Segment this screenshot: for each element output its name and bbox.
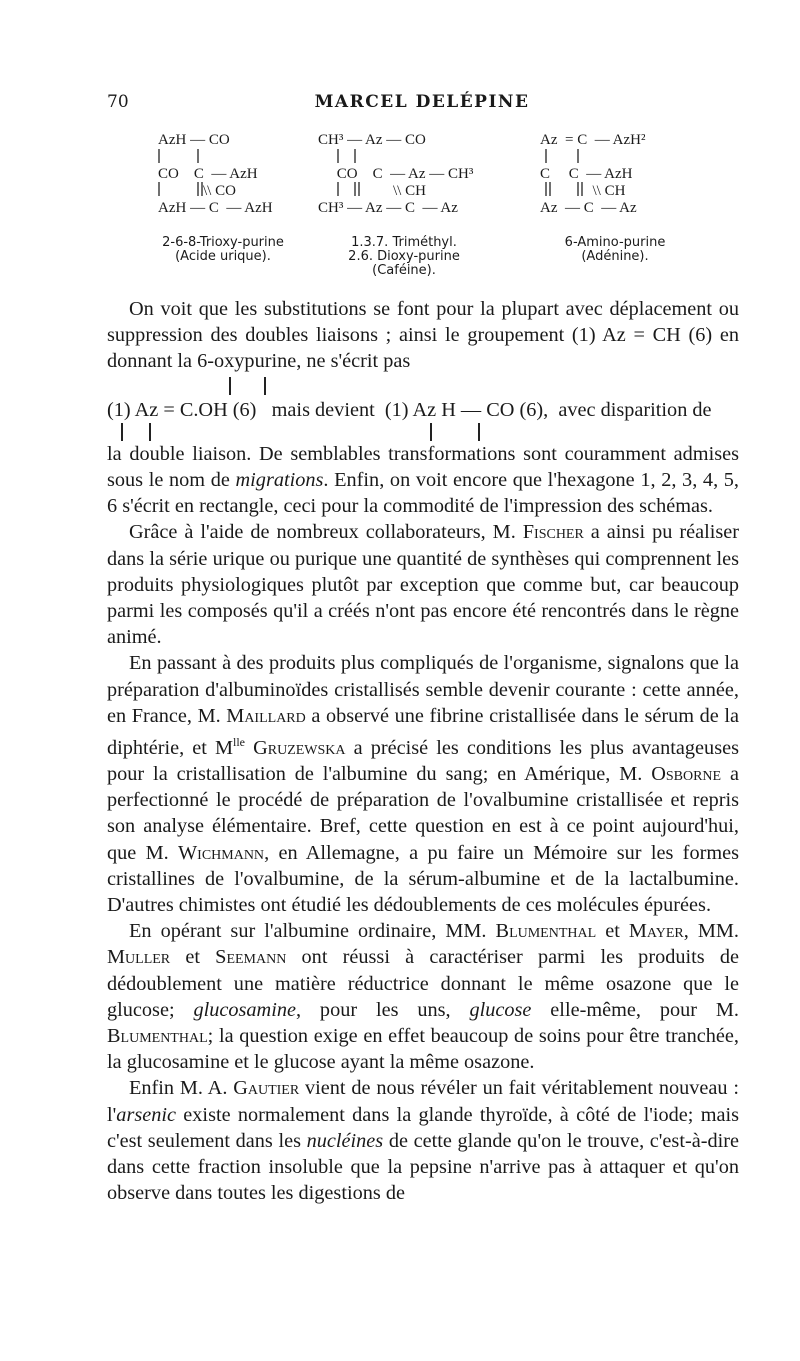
emphasis: arsenic xyxy=(116,1103,177,1126)
formula-row: CH³ — Az — C — Az xyxy=(318,200,458,216)
paragraph xyxy=(107,441,739,520)
text-run: Grâce à l'aide de nombreux collaborateurs, M. xyxy=(129,521,523,544)
text-run: elle-même, pour M. xyxy=(531,998,739,1021)
author-name: Mayer xyxy=(628,920,684,943)
text-run: En passant à des produits plus compliqués de l'organisme, signalons que la préparation d'albuminoïdes cristallisés semble devenir courante : cette année, en France, M. xyxy=(107,652,739,727)
formula-row: CO C — AzH xyxy=(158,166,258,182)
formula-row: CO C — Az — CH³ xyxy=(318,166,474,182)
paragraph xyxy=(107,519,739,650)
formula-row: AzH — CO xyxy=(158,132,230,148)
author-name: Seemann xyxy=(215,946,287,969)
paragraph xyxy=(107,296,739,375)
page-number: 70 xyxy=(107,92,129,112)
text-run: a ainsi pu réaliser dans la série urique ou purique une quantité de synthèses qui comprennent les produits physiologiques plutôt par exception que comme but, car beaucoup parmi les composés qu'il a créés n'ont pas encore été rencontrés dans le règne animé. xyxy=(107,521,739,649)
text-run: la double liaison. De semblables transformations sont couramment admises sous le nom de xyxy=(107,442,739,492)
formula-row: \\ CO xyxy=(158,183,236,199)
formula-block xyxy=(100,132,750,292)
formula-caption xyxy=(540,236,690,264)
formula-caption xyxy=(314,236,494,278)
text-run: mais devient xyxy=(271,398,375,421)
author-name: Fischer xyxy=(522,521,584,544)
emphasis: glucose xyxy=(469,998,532,1021)
text-run: , pour les uns, xyxy=(295,998,470,1021)
text-run: , en Allemagne, a pu faire un Mémoire sur les formes cristallines de l'ovalbumine, de la sérum-albumine et de la lactalbumine. D'autres chimistes ont étudié les dédoublements de ces molécules épurées. xyxy=(107,841,740,917)
text-run: Enfin M. A. xyxy=(129,1077,234,1100)
text-run: a précisé les conditions les plus avantageuses pour la cristallisation de l'albumine du sang; en Amérique, M. xyxy=(107,736,739,786)
running-header xyxy=(107,92,737,118)
body-text xyxy=(107,296,739,1206)
text-run: et xyxy=(596,920,629,943)
caption-line: (Adénine). xyxy=(581,249,649,264)
bond-marks xyxy=(107,375,739,397)
emphasis: nucléines xyxy=(306,1129,384,1152)
formula-row: AzH — C — AzH xyxy=(158,200,273,216)
formula-line xyxy=(107,397,739,423)
caption-line: (Caféine). xyxy=(372,263,436,278)
formula-row: CH³ — Az — CO xyxy=(318,132,426,148)
text-run: vient de nous révéler un fait véritablement nouveau : l' xyxy=(107,1077,739,1126)
text-run: On voit que les substitutions se font pour la plupart avec déplacement ou suppression des doubles liaisons ; ainsi le groupement (1) Az = CH (6) en donnant la 6-oxypurine, ne s'écrit pas xyxy=(107,298,739,373)
author-name: Blumenthal xyxy=(495,920,597,943)
caption-line: 2-6-8-Trioxy-purine xyxy=(162,235,284,250)
formula-caption xyxy=(138,236,308,264)
caption-line: (Acide urique). xyxy=(175,249,271,264)
emphasis: glucosamine xyxy=(193,998,296,1021)
author-name: Osborne xyxy=(651,763,722,786)
author-name: Maillard xyxy=(226,704,306,727)
text-run: . Enfin, on voit encore que l'hexagone 1, 2, 3, 4, 5, 6 s'écrit en rectangle, ceci pour la commodité de l'impression des schémas. xyxy=(107,469,739,518)
formula-row: Az = C — AzH² xyxy=(540,132,646,148)
text-run: ont réussi à caractériser parmi les produits de dédoublement une matière réductrice donnant le même osazone que le glucose; xyxy=(107,946,739,1021)
text-run: (1) Az H — CO (6), xyxy=(384,398,549,421)
text-run: a observé une fibrine cristallisée dans le sérum de la diphtérie, et M xyxy=(107,704,739,759)
text-run: de cette glande qu'on le trouve, c'est-à-dire dans cette fraction insoluble que la pepsine n'arrive pas à attaquer et qu'on observe dans toutes les digestions de xyxy=(107,1129,739,1205)
text-run: En opérant sur l'albumine ordinaire, MM. xyxy=(129,920,496,943)
text-run: a perfectionné le procédé de préparation de l'ovalbumine cristallisée et repris son analyse élémentaire. Bref, cette question en est à ce point aujourd'hui, que M. xyxy=(107,763,739,864)
author-name: Muller xyxy=(107,946,171,969)
author-name: Blumenthal xyxy=(107,1025,208,1048)
formula-row: Az — C — Az xyxy=(540,200,637,216)
emphasis: migrations xyxy=(235,469,324,492)
bond-marks xyxy=(107,423,739,441)
caption-line: 2.6. Dioxy-purine xyxy=(348,249,460,264)
text-run: existe normalement dans la glande thyroïde, à côté de l'iode; mais c'est seulement dans les xyxy=(107,1103,739,1152)
text-run: , MM. xyxy=(683,920,739,943)
author-name: Wichmann xyxy=(178,841,265,864)
text-run xyxy=(245,737,253,759)
formula-row: \\ CH xyxy=(540,183,626,199)
running-title: MARCEL DELÉPINE xyxy=(314,92,530,112)
formula-row: \\ CH xyxy=(318,183,426,199)
author-name: Gautier xyxy=(233,1077,300,1100)
author-name: Gruzewska xyxy=(253,736,346,759)
text-run: et xyxy=(170,946,216,969)
formula-row: C C — AzH xyxy=(540,166,633,182)
paragraph xyxy=(107,1075,739,1206)
text-run: (1) Az = C.OH (6) xyxy=(107,398,257,421)
text-run: avec disparition de xyxy=(558,398,712,421)
superscript: lle xyxy=(233,735,246,750)
paragraph xyxy=(107,918,739,1075)
text-run: ; la question exige en effet beaucoup de soins pour être tranchée, la glucosamine et le glucose ayant la même osazone. xyxy=(107,1025,739,1074)
paragraph xyxy=(107,650,739,918)
caption-line: 6-Amino-purine xyxy=(564,235,666,250)
caption-line: 1.3.7. Triméthyl. xyxy=(351,235,457,250)
